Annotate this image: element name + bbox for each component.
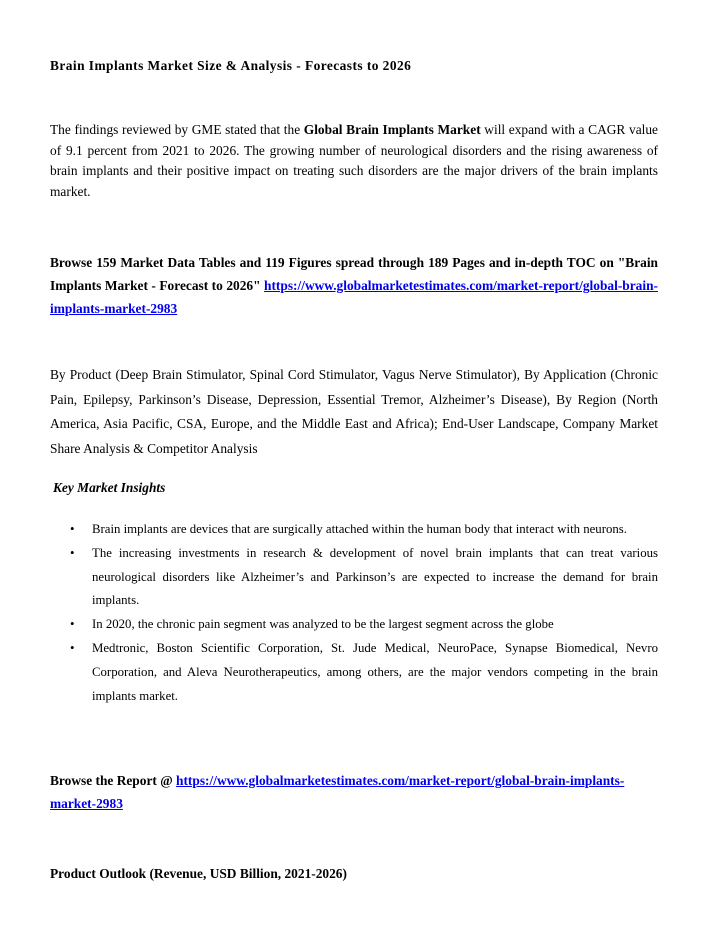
list-item bbox=[50, 518, 658, 542]
browse-toc-link[interactable]: https://www.globalmarketestimates.com/market-report/global-brain-implants-market-2983 bbox=[50, 278, 658, 316]
intro-text-before: The findings reviewed by GME stated that the bbox=[50, 122, 304, 137]
list-item-text: The increasing investments in research & development of novel brain implants that can treat various neurological disorders like Alzheimer’s and Parkinson’s are expected to increase the demand for brain implants. bbox=[92, 545, 658, 608]
browse-toc-paragraph bbox=[50, 251, 658, 320]
document-title: Brain Implants Market Size & Analysis - Forecasts to 2026 bbox=[50, 58, 412, 73]
list-item-text: Medtronic, Boston Scientific Corporation, St. Jude Medical, NeuroPace, Synapse Biomedical, Nevro Corporation, and Aleva Neurotherapeutics, among others, are the major vendors competing in the brain implants market. bbox=[92, 640, 658, 703]
list-item bbox=[50, 613, 658, 637]
segments-paragraph: By Product (Deep Brain Stimulator, Spinal Cord Stimulator, Vagus Nerve Stimulator), By Application (Chronic Pain, Epilepsy, Parkinson’s Disease, Depression, Essential Tremor, Alzheimer’s Disease), By Region (North America, Asia Pacific, CSA, Europe, and the Middle East and Africa); End-User Landscape, Company Market Share Analysis & Competitor Analysis bbox=[50, 367, 658, 456]
list-item bbox=[50, 542, 658, 613]
list-item bbox=[50, 637, 658, 708]
list-item-text: Brain implants are devices that are surgically attached within the human body that interact with neurons. bbox=[92, 522, 627, 536]
bullet-icon: • bbox=[70, 522, 75, 536]
intro-text-after: will expand with a CAGR value of 9.1 percent from 2021 to 2026. The growing number of neurological disorders and the rising awareness of brain implants and their positive impact on treating such disorders are the major drivers of the brain implants market. bbox=[50, 122, 658, 199]
bullet-icon: • bbox=[70, 617, 75, 632]
bullet-icon: • bbox=[70, 545, 75, 560]
key-insights-heading: Key Market Insights bbox=[53, 480, 166, 495]
browse-report-label: Browse the Report @ bbox=[50, 773, 177, 788]
bullet-icon: • bbox=[70, 640, 75, 655]
product-outlook-heading: Product Outlook (Revenue, USD Billion, 2021-2026) bbox=[50, 866, 347, 881]
browse-report-paragraph bbox=[50, 769, 658, 815]
list-item-text: In 2020, the chronic pain segment was analyzed to be the largest segment across the globe bbox=[92, 617, 554, 632]
browse-report-link[interactable]: https://www.globalmarketestimates.com/market-report/global-brain-implants-market-2983 bbox=[50, 773, 625, 811]
intro-paragraph bbox=[50, 120, 658, 202]
browse-toc-text: Browse 159 Market Data Tables and 119 Figures spread through 189 Pages and in-depth TOC on "Brain Implants Market - Forecast to 2026" bbox=[50, 255, 658, 293]
key-insights-list bbox=[50, 518, 658, 708]
intro-bold-market-name: Global Brain Implants Market bbox=[303, 122, 481, 137]
